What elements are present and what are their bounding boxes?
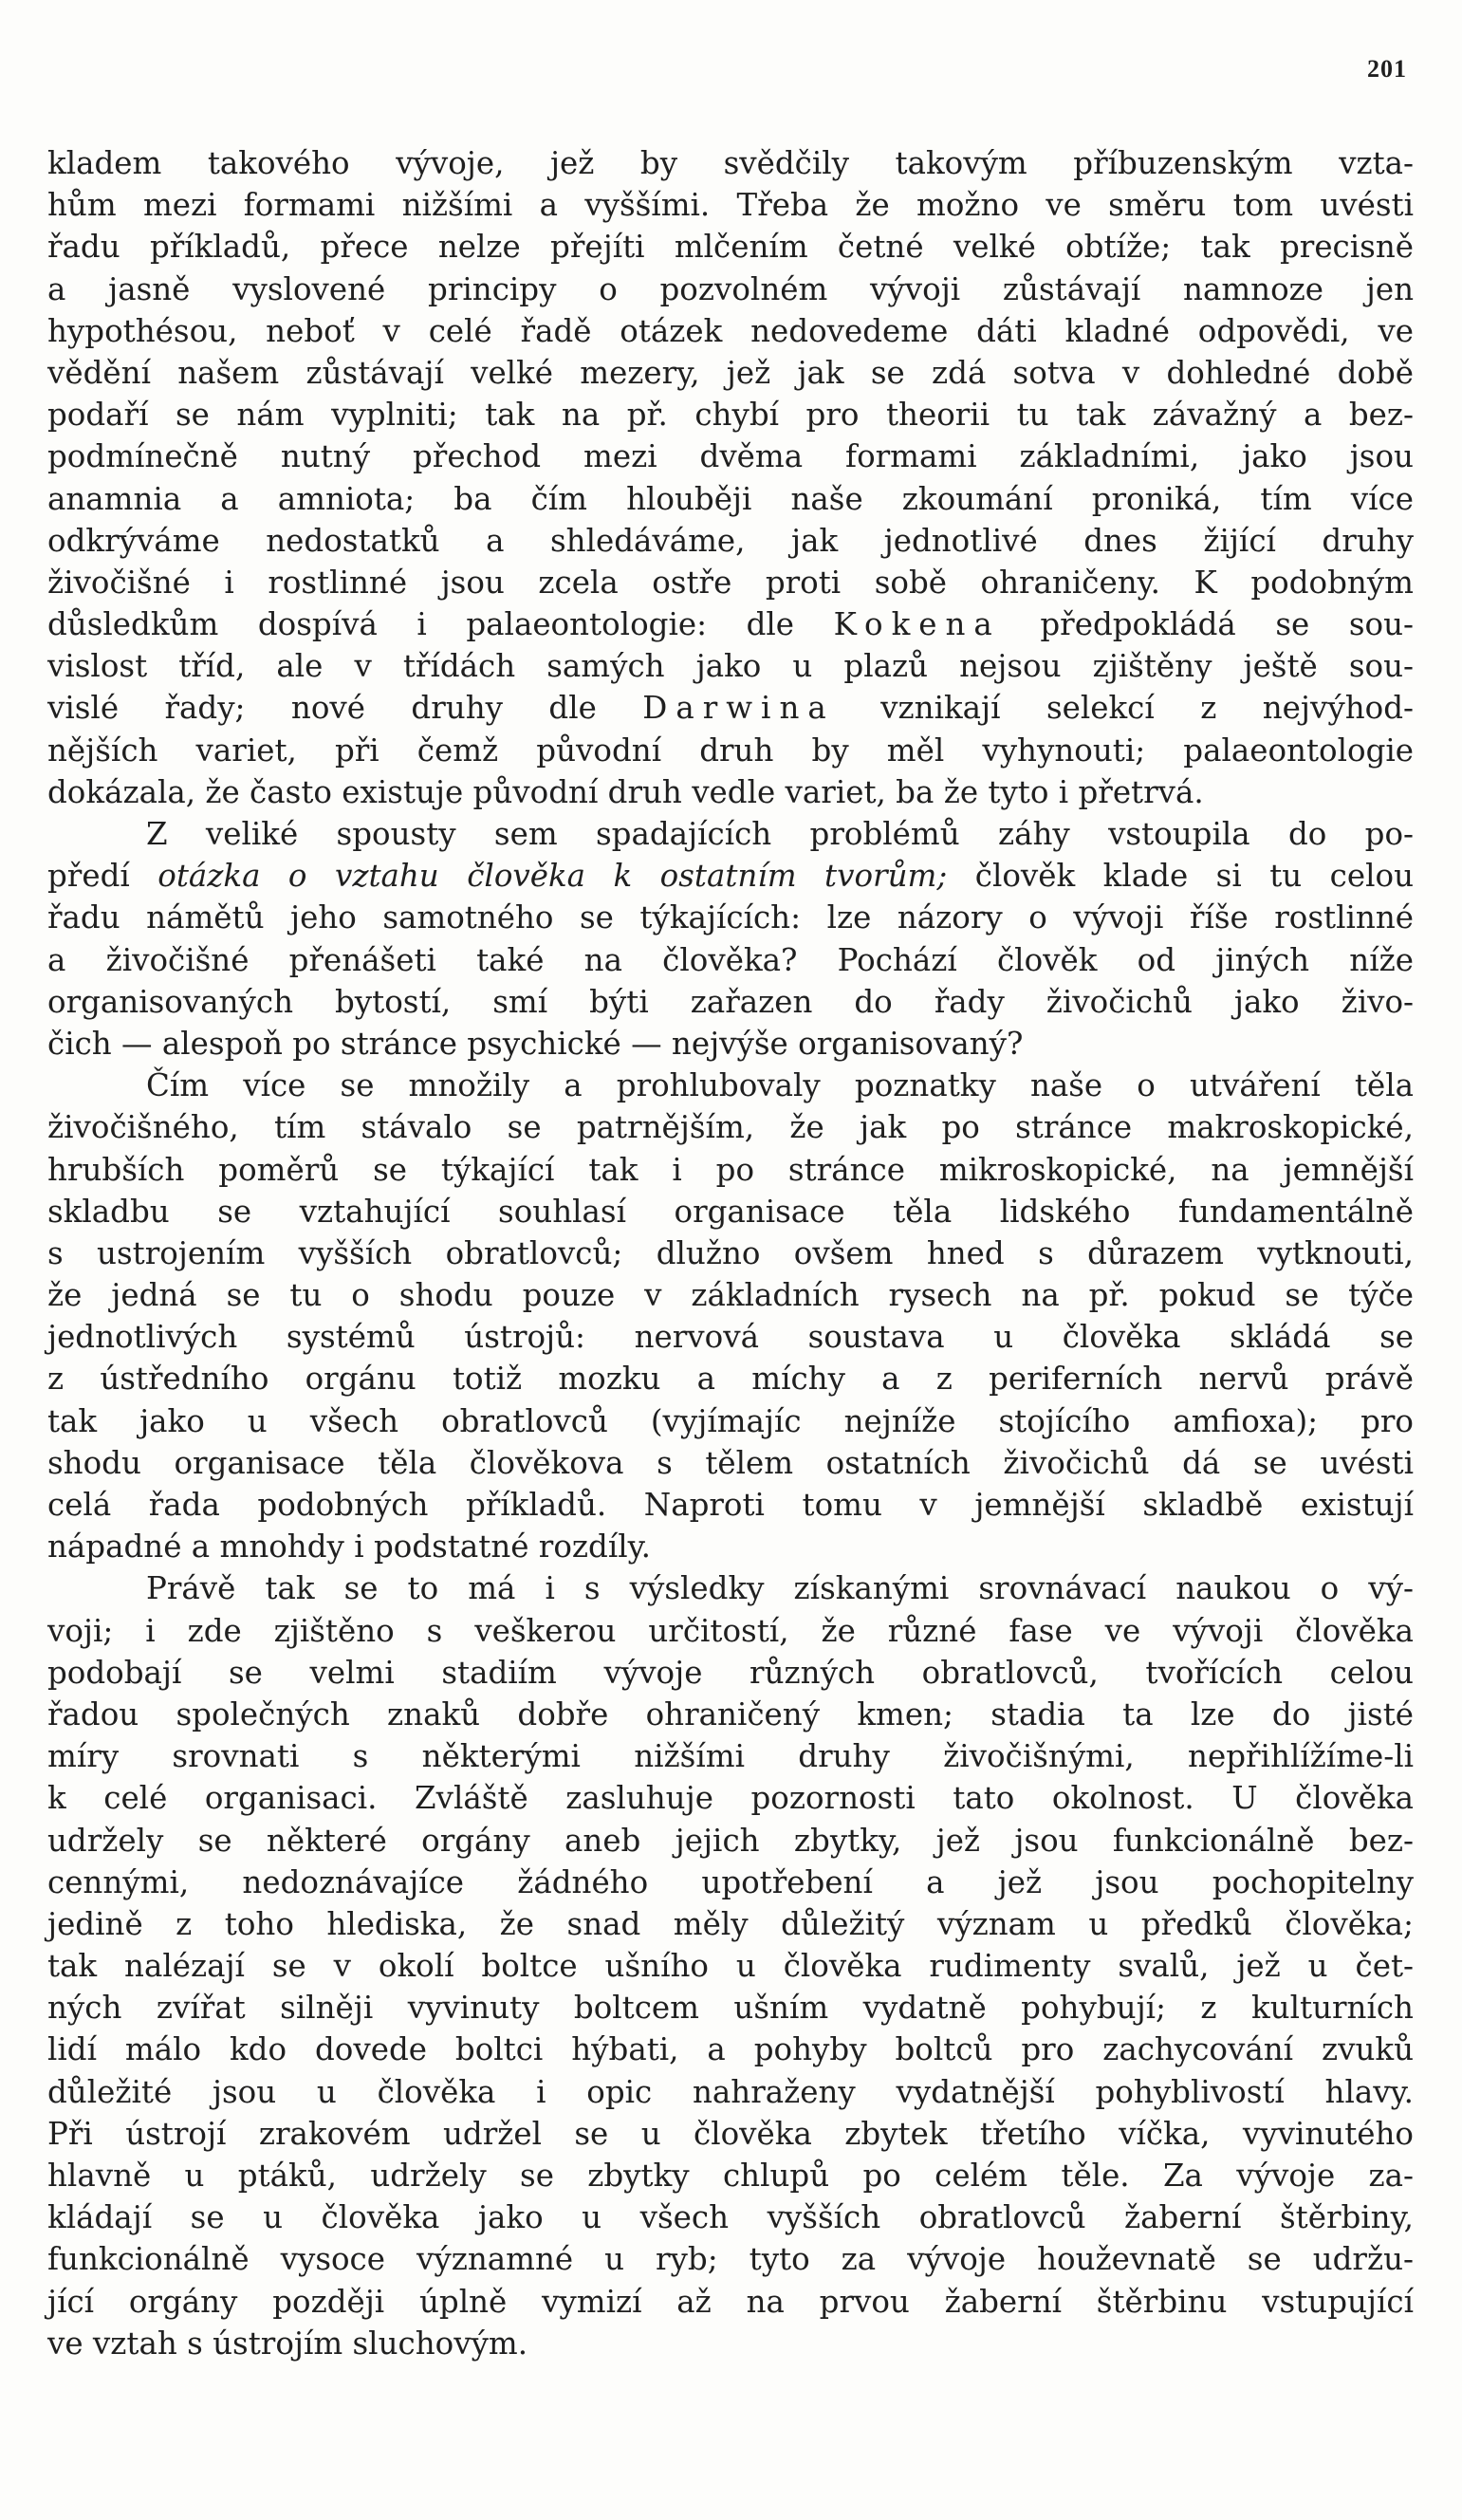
text-line	[47, 855, 1414, 897]
text-line: jící orgány později úplně vymizí až na prvou žaberní štěrbinu vstupující	[47, 2283, 1414, 2320]
text-line: řadu příkladů, přece nelze přejíti mlčením četné velké obtíže; tak precisně	[47, 229, 1414, 266]
text-line: kládají se u člověka jako u všech vyšších obratlovců žaberní štěrbiny,	[47, 2199, 1414, 2236]
text-line: ve vztah s ústrojím sluchovým.	[47, 2325, 528, 2362]
text-line: nápadné a mnohdy i podstatné rozdíly.	[47, 1529, 652, 1566]
text-segment: předí	[47, 858, 158, 895]
text-line: Čím více se množily a prohlubovaly poznatky naše o utváření těla	[146, 1067, 1414, 1104]
text-line: skladbu se vztahující souhlasí organisace těla lidského fundamentálně	[47, 1193, 1414, 1230]
text-line: funkcionálně vysoce významné u ryb; tyto za vývoje houževnatě se udržu-	[47, 2241, 1414, 2278]
text-line: že jedná se tu o shodu pouze v základních rysech na př. pokud se týče	[47, 1277, 1414, 1314]
text-line: lidí málo kdo dovede boltci hýbati, a pohyby boltců pro zachycování zvuků	[47, 2031, 1414, 2068]
text-segment: předpokládá se sou-	[1000, 606, 1414, 643]
text-line	[47, 687, 1414, 729]
text-line: nějších variet, při čemž původní druh by měl vyhynouti; palaeontologie	[47, 732, 1414, 769]
text-line: hům mezi formami nižšími a vyššími. Třeba že možno ve směru tom uvésti	[47, 187, 1414, 224]
text-segment: vislé řady; nové druhy dle	[47, 690, 643, 727]
text-line: tak nalézají se v okolí boltce ušního u člověka rudimenty svalů, jež u čet-	[47, 1948, 1414, 1985]
text-line: živočišné i rostlinné jsou zcela ostře proti sobě ohraničeny. K podobným	[47, 564, 1414, 601]
text-line: jedině z toho hlediska, že snad měly důležitý význam u předků člověka;	[47, 1905, 1414, 1942]
text-line: podmínečně nutný přechod mezi dvěma formami základními, jako jsou	[47, 438, 1414, 475]
paragraph	[47, 1065, 1414, 1567]
text-line: Z veliké spousty sem spadajících problémů záhy vstoupila do po-	[146, 816, 1414, 852]
text-segment: důsledkům dospívá i palaeontologie: dle	[47, 606, 834, 643]
text-line: živočišného, tím stávalo se patrnějším, že jak po stránce makroskopické,	[47, 1109, 1414, 1146]
paragraph	[47, 1567, 1414, 2364]
text-line: kladem takového vývoje, jež by svědčily takovým příbuzenským vzta-	[47, 145, 1414, 181]
text-line: řadou společných znaků dobře ohraničený kmen; stadia ta lze do jisté	[47, 1695, 1414, 1732]
text-line: řadu námětů jeho samotného se týkajících: lze názory o vývoji říše rostlinné	[47, 899, 1414, 936]
text-line: vislost tříd, ale v třídách samých jako u plazů nejsou zjištěny ještě sou-	[47, 648, 1414, 685]
text-line: ných zvířat silněji vyvinuty boltcem ušním vydatně pohybují; z kulturních	[47, 1990, 1414, 2027]
text-line: tak jako u všech obratlovců (vyjímajíc nejníže stojícího amfioxa); pro	[47, 1402, 1414, 1439]
text-line: a jasně vyslovené principy o pozvolném vývoji zůstávají namnoze jen	[47, 270, 1414, 307]
text-line: celá řada podobných příkladů. Naproti tomu v jemnější skladbě existují	[47, 1487, 1414, 1523]
text-line: jednotlivých systémů ústrojů: nervová soustava u člověka skládá se	[47, 1319, 1414, 1356]
text-line: hrubších poměrů se týkající tak i po stránce mikroskopické, na jemnější	[47, 1151, 1414, 1188]
text-segment: člověk klade si tu celou	[947, 858, 1414, 895]
text-line: podaří se nám vyplniti; tak na př. chybí pro theorii tu tak závažný a bez-	[47, 397, 1414, 434]
author-name-darwin: Darwina	[642, 690, 835, 727]
text-line: míry srovnati s některými nižšími druhy živočišnými, nepřihlížíme-li	[47, 1738, 1414, 1775]
emphasized-phrase: otázka o vztahu člověka k ostatním tvorům;	[157, 858, 948, 895]
text-segment: vznikají selekcí z nejvýhod-	[834, 690, 1414, 727]
body-text	[47, 142, 1414, 2364]
text-line: podobají se velmi stadiím vývoje různých obratlovců, tvořících celou	[47, 1654, 1414, 1691]
text-line: shodu organisace těla člověkova s tělem ostatních živočichů dá se uvésti	[47, 1444, 1414, 1481]
text-line: Při ústrojí zrakovém udržel se u člověka zbytek třetího víčka, vyvinutého	[47, 2115, 1414, 2152]
text-line: anamnia a amniota; ba čím hlouběji naše zkoumání proniká, tím více	[47, 480, 1414, 517]
text-line: organisovaných bytostí, smí býti zařazen do řady živočichů jako živo-	[47, 983, 1414, 1020]
text-line: dokázala, že často existuje původní druh vedle variet, ba že tyto i přetrvá.	[47, 773, 1204, 810]
text-line	[47, 603, 1414, 645]
text-line: z ústředního orgánu totiž mozku a míchy a z periferních nervů právě	[47, 1361, 1414, 1398]
paragraph	[47, 813, 1414, 1065]
text-line: důležité jsou u člověka i opic nahraženy vydatnější pohyblivostí hlavy.	[47, 2073, 1414, 2110]
text-line: hypothésou, neboť v celé řadě otázek nedovedeme dáti kladné odpovědi, ve	[47, 312, 1414, 349]
text-line: odkrýváme nedostatků a shledáváme, jak jednotlivé dnes žijící druhy	[47, 522, 1414, 559]
text-line: vědění našem zůstávají velké mezery, jež jak se zdá sotva v dohledné době	[47, 354, 1414, 391]
text-line: udržely se některé orgány aneb jejich zbytky, jež jsou funkcionálně bez-	[47, 1822, 1414, 1859]
page-number: 201	[1367, 55, 1407, 83]
text-line: a živočišné přenášeti také na člověka? Pochází člověk od jiných níže	[47, 941, 1414, 978]
author-name-koken: Kokena	[833, 606, 1001, 643]
text-line: k celé organisaci. Zvláště zasluhuje pozornosti tato okolnost. U člověka	[47, 1780, 1414, 1817]
text-line: hlavně u ptáků, udržely se zbytky chlupů po celém těle. Za vývoje za-	[47, 2158, 1414, 2194]
text-line: Právě tak se to má i s výsledky získanými srovnávací naukou o vý-	[146, 1570, 1414, 1607]
paragraph	[47, 142, 1414, 813]
text-line: s ustrojením vyšších obratlovců; dlužno ovšem hned s důrazem vytknouti,	[47, 1234, 1414, 1271]
text-line: voji; i zde zjištěno s veškerou určitostí, že různé fase ve vývoji člověka	[47, 1612, 1414, 1649]
text-line: čich — alespoň po stránce psychické — nejvýše organisovaný?	[47, 1025, 1024, 1062]
text-line: cennými, nedoznávajíce žádného upotřebení a jež jsou pochopitelny	[47, 1863, 1414, 1900]
